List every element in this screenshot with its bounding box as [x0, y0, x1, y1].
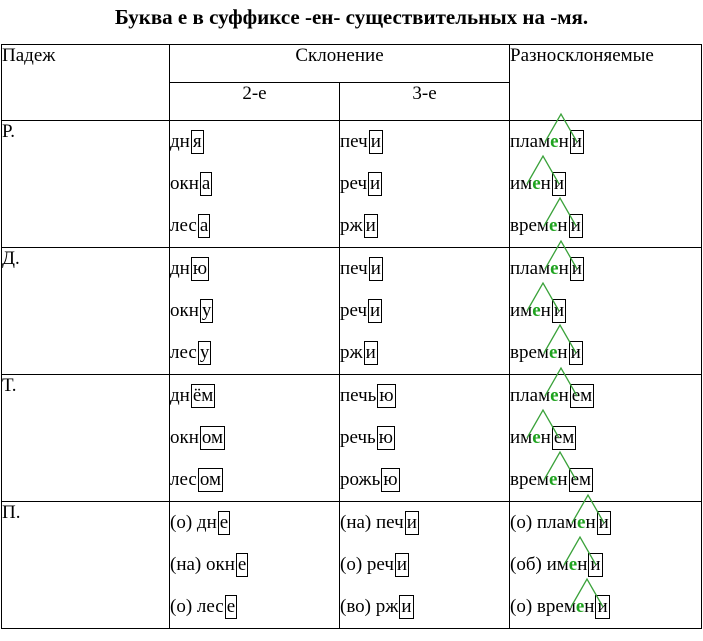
- word-line: [170, 459, 339, 501]
- word-form: [510, 332, 583, 374]
- cell-third: [340, 121, 510, 248]
- word-stem: лес: [170, 342, 197, 363]
- case-label: Р.: [2, 121, 170, 248]
- word-line: [510, 163, 701, 205]
- word-stem: плам: [510, 131, 551, 152]
- word-suffix: [532, 163, 551, 205]
- word-line: [170, 332, 339, 374]
- word-stem: дн: [170, 385, 190, 406]
- word-suffix: [549, 459, 568, 501]
- word-ending-box: и: [365, 215, 376, 236]
- word-form: [340, 163, 382, 205]
- word-ending-box: ем: [570, 469, 592, 490]
- suffix-vowel: е: [550, 258, 559, 279]
- word-stem: (о) дн: [170, 512, 217, 533]
- cell-second: [170, 248, 340, 375]
- suffix-vowel: е: [548, 342, 558, 363]
- word-ending-box: и: [570, 342, 581, 363]
- word-ending-box: а: [199, 215, 209, 236]
- word-ending-box: и: [571, 131, 582, 152]
- word-stem: (на) печ: [340, 512, 404, 533]
- word-stem: окн: [170, 300, 199, 321]
- word-ending-box: и: [570, 215, 581, 236]
- suffix-consonant: н: [557, 215, 568, 236]
- word-line: [340, 586, 509, 628]
- suffix-vowel: е: [568, 554, 578, 575]
- table-body: [2, 121, 702, 629]
- suffix-consonant: н: [577, 554, 588, 575]
- word-ending-box: и: [370, 300, 381, 321]
- word-stem: рж: [340, 342, 363, 363]
- word-form: [340, 205, 378, 247]
- word-line: [510, 502, 701, 544]
- word-stem: врем: [510, 469, 549, 490]
- word-ending-box: я: [192, 131, 202, 152]
- cell-third: [340, 502, 510, 629]
- word-line: [340, 163, 509, 205]
- case-label: П.: [2, 502, 170, 629]
- cell-third: [340, 375, 510, 502]
- word-form: [510, 544, 603, 586]
- word-form: [170, 586, 237, 628]
- cell-irregular: [510, 375, 702, 502]
- word-suffix: [549, 205, 568, 247]
- cell-second: [170, 375, 340, 502]
- word-form: [340, 121, 383, 163]
- cell-third: [340, 248, 510, 375]
- word-form: [340, 375, 396, 417]
- word-form: [510, 459, 593, 501]
- word-ending-box: и: [590, 554, 601, 575]
- suffix-vowel: е: [532, 173, 541, 194]
- suffix-consonant: н: [558, 258, 569, 279]
- word-suffix: [576, 586, 595, 628]
- word-stem: врем: [510, 342, 549, 363]
- word-stem: им: [510, 173, 533, 194]
- word-line: [340, 290, 509, 332]
- word-line: [340, 544, 509, 586]
- word-form: [170, 502, 230, 544]
- word-form: [170, 332, 211, 374]
- word-line: [340, 502, 509, 544]
- word-form: [510, 586, 610, 628]
- word-form: [170, 544, 248, 586]
- word-stem: (о) плам: [510, 512, 578, 533]
- word-form: [340, 459, 400, 501]
- suffix-consonant: н: [557, 342, 568, 363]
- word-stem: плам: [510, 385, 551, 406]
- header-case: Падеж: [2, 45, 170, 121]
- word-ending-box: и: [598, 512, 609, 533]
- word-stem: плам: [510, 258, 551, 279]
- word-stem: реч: [340, 300, 368, 321]
- word-ending-box: и: [571, 258, 582, 279]
- word-line: [510, 205, 701, 247]
- word-stem: реч: [340, 173, 368, 194]
- suffix-vowel: е: [548, 215, 558, 236]
- word-stem: лес: [170, 469, 197, 490]
- word-ending-box: ем: [571, 385, 593, 406]
- suffix-consonant: н: [540, 300, 551, 321]
- word-ending-box: и: [370, 131, 381, 152]
- word-suffix: [532, 417, 551, 459]
- cell-irregular: [510, 248, 702, 375]
- word-form: [510, 417, 576, 459]
- word-form: [170, 375, 215, 417]
- word-ending-box: ом: [199, 469, 221, 490]
- suffix-consonant: н: [540, 427, 551, 448]
- word-line: [170, 417, 339, 459]
- suffix-vowel: е: [548, 469, 558, 490]
- word-stem: (о) реч: [340, 554, 394, 575]
- word-form: [170, 417, 225, 459]
- word-ending-box: ю: [383, 469, 398, 490]
- word-stem: рожь: [340, 469, 381, 490]
- page-title: Буква е в суффиксе -ен- существительных на -мя.: [114, 5, 589, 29]
- word-ending-box: и: [553, 173, 564, 194]
- word-stem: печ: [340, 258, 368, 279]
- word-stem: дн: [170, 258, 190, 279]
- word-line: [170, 375, 339, 417]
- word-stem: речь: [340, 427, 376, 448]
- word-line: [340, 459, 509, 501]
- cell-second: [170, 502, 340, 629]
- word-form: [510, 290, 566, 332]
- header-declension: Склонение: [170, 45, 510, 83]
- suffix-consonant: н: [540, 173, 551, 194]
- word-ending-box: и: [401, 596, 412, 617]
- cell-second: [170, 121, 340, 248]
- word-form: [170, 459, 223, 501]
- word-form: [510, 163, 566, 205]
- word-suffix: [550, 121, 569, 163]
- word-stem: рж: [340, 215, 363, 236]
- word-form: [170, 290, 213, 332]
- header-third-declension: 3-е: [340, 83, 510, 121]
- word-ending-box: и: [365, 342, 376, 363]
- word-ending-box: ю: [192, 258, 208, 279]
- word-stem: лес: [170, 215, 197, 236]
- word-form: [340, 290, 382, 332]
- word-line: [510, 121, 701, 163]
- word-form: [340, 417, 395, 459]
- word-ending-box: ом: [201, 427, 224, 448]
- word-form: [510, 375, 594, 417]
- word-ending-box: у: [199, 342, 210, 363]
- word-stem: дн: [170, 131, 190, 152]
- cell-irregular: [510, 502, 702, 629]
- word-ending-box: ем: [553, 427, 575, 448]
- table-row: [2, 375, 702, 502]
- word-suffix: [532, 290, 551, 332]
- suffix-consonant: н: [558, 131, 569, 152]
- word-line: [170, 290, 339, 332]
- word-ending-box: и: [370, 258, 381, 279]
- word-form: [170, 121, 204, 163]
- word-line: [340, 375, 509, 417]
- header-second-declension: 2-е: [170, 83, 340, 121]
- word-form: [510, 121, 584, 163]
- case-label: Т.: [2, 375, 170, 502]
- word-line: [170, 205, 339, 247]
- declension-table: [1, 44, 702, 629]
- word-line: [510, 375, 701, 417]
- word-ending-box: е: [226, 596, 236, 617]
- word-line: [510, 459, 701, 501]
- word-form: [340, 502, 419, 544]
- word-line: [510, 332, 701, 374]
- word-ending-box: ю: [378, 427, 393, 448]
- word-stem: окн: [170, 427, 199, 448]
- header-row-1: [2, 45, 702, 83]
- word-line: [510, 248, 701, 290]
- word-stem: (во) рж: [340, 596, 399, 617]
- word-stem: (о) врем: [510, 596, 576, 617]
- word-line: [170, 544, 339, 586]
- word-ending-box: и: [370, 173, 381, 194]
- word-form: [510, 502, 611, 544]
- suffix-consonant: н: [585, 512, 596, 533]
- word-ending-box: и: [406, 512, 417, 533]
- word-ending-box: ём: [192, 385, 214, 406]
- word-stem: (о) лес: [170, 596, 224, 617]
- word-ending-box: а: [201, 173, 211, 194]
- cell-irregular: [510, 121, 702, 248]
- suffix-vowel: е: [550, 385, 559, 406]
- suffix-vowel: е: [575, 596, 585, 617]
- word-form: [340, 332, 378, 374]
- word-form: [510, 205, 583, 247]
- word-ending-box: у: [201, 300, 212, 321]
- word-form: [340, 248, 383, 290]
- word-line: [170, 121, 339, 163]
- word-ending-box: е: [219, 512, 229, 533]
- word-stem: (на) окн: [170, 554, 235, 575]
- word-line: [340, 248, 509, 290]
- word-form: [510, 248, 584, 290]
- word-form: [170, 205, 210, 247]
- word-suffix: [577, 502, 596, 544]
- word-ending-box: и: [597, 596, 608, 617]
- case-label: Д.: [2, 248, 170, 375]
- word-line: [340, 332, 509, 374]
- word-stem: печ: [340, 131, 368, 152]
- word-line: [340, 121, 509, 163]
- word-form: [340, 586, 414, 628]
- word-suffix: [549, 332, 568, 374]
- word-ending-box: и: [396, 554, 408, 575]
- word-ending-box: ю: [379, 385, 394, 406]
- word-line: [170, 586, 339, 628]
- word-line: [340, 205, 509, 247]
- word-form: [340, 544, 409, 586]
- word-line: [510, 417, 701, 459]
- word-form: [170, 163, 212, 205]
- word-ending-box: е: [237, 554, 247, 575]
- word-line: [510, 586, 701, 628]
- word-line: [510, 290, 701, 332]
- word-line: [170, 163, 339, 205]
- suffix-consonant: н: [584, 596, 595, 617]
- suffix-consonant: н: [557, 469, 568, 490]
- word-suffix: [569, 544, 588, 586]
- word-stem: окн: [170, 173, 199, 194]
- word-suffix: [550, 248, 569, 290]
- word-suffix: [550, 375, 569, 417]
- word-line: [340, 417, 509, 459]
- word-stem: врем: [510, 215, 549, 236]
- suffix-vowel: е: [577, 512, 586, 533]
- word-stem: им: [510, 427, 533, 448]
- word-form: [170, 248, 209, 290]
- word-stem: им: [510, 300, 533, 321]
- suffix-vowel: е: [532, 427, 541, 448]
- word-line: [170, 502, 339, 544]
- word-stem: печь: [340, 385, 377, 406]
- table-row: [2, 121, 702, 248]
- word-line: [170, 248, 339, 290]
- word-ending-box: и: [553, 300, 564, 321]
- suffix-vowel: е: [550, 131, 559, 152]
- table-row: [2, 502, 702, 629]
- word-stem: (об) им: [510, 554, 569, 575]
- suffix-vowel: е: [532, 300, 541, 321]
- table-row: [2, 248, 702, 375]
- header-irregular: Разносклоняемые: [510, 45, 702, 121]
- suffix-consonant: н: [558, 385, 569, 406]
- word-line: [510, 544, 701, 586]
